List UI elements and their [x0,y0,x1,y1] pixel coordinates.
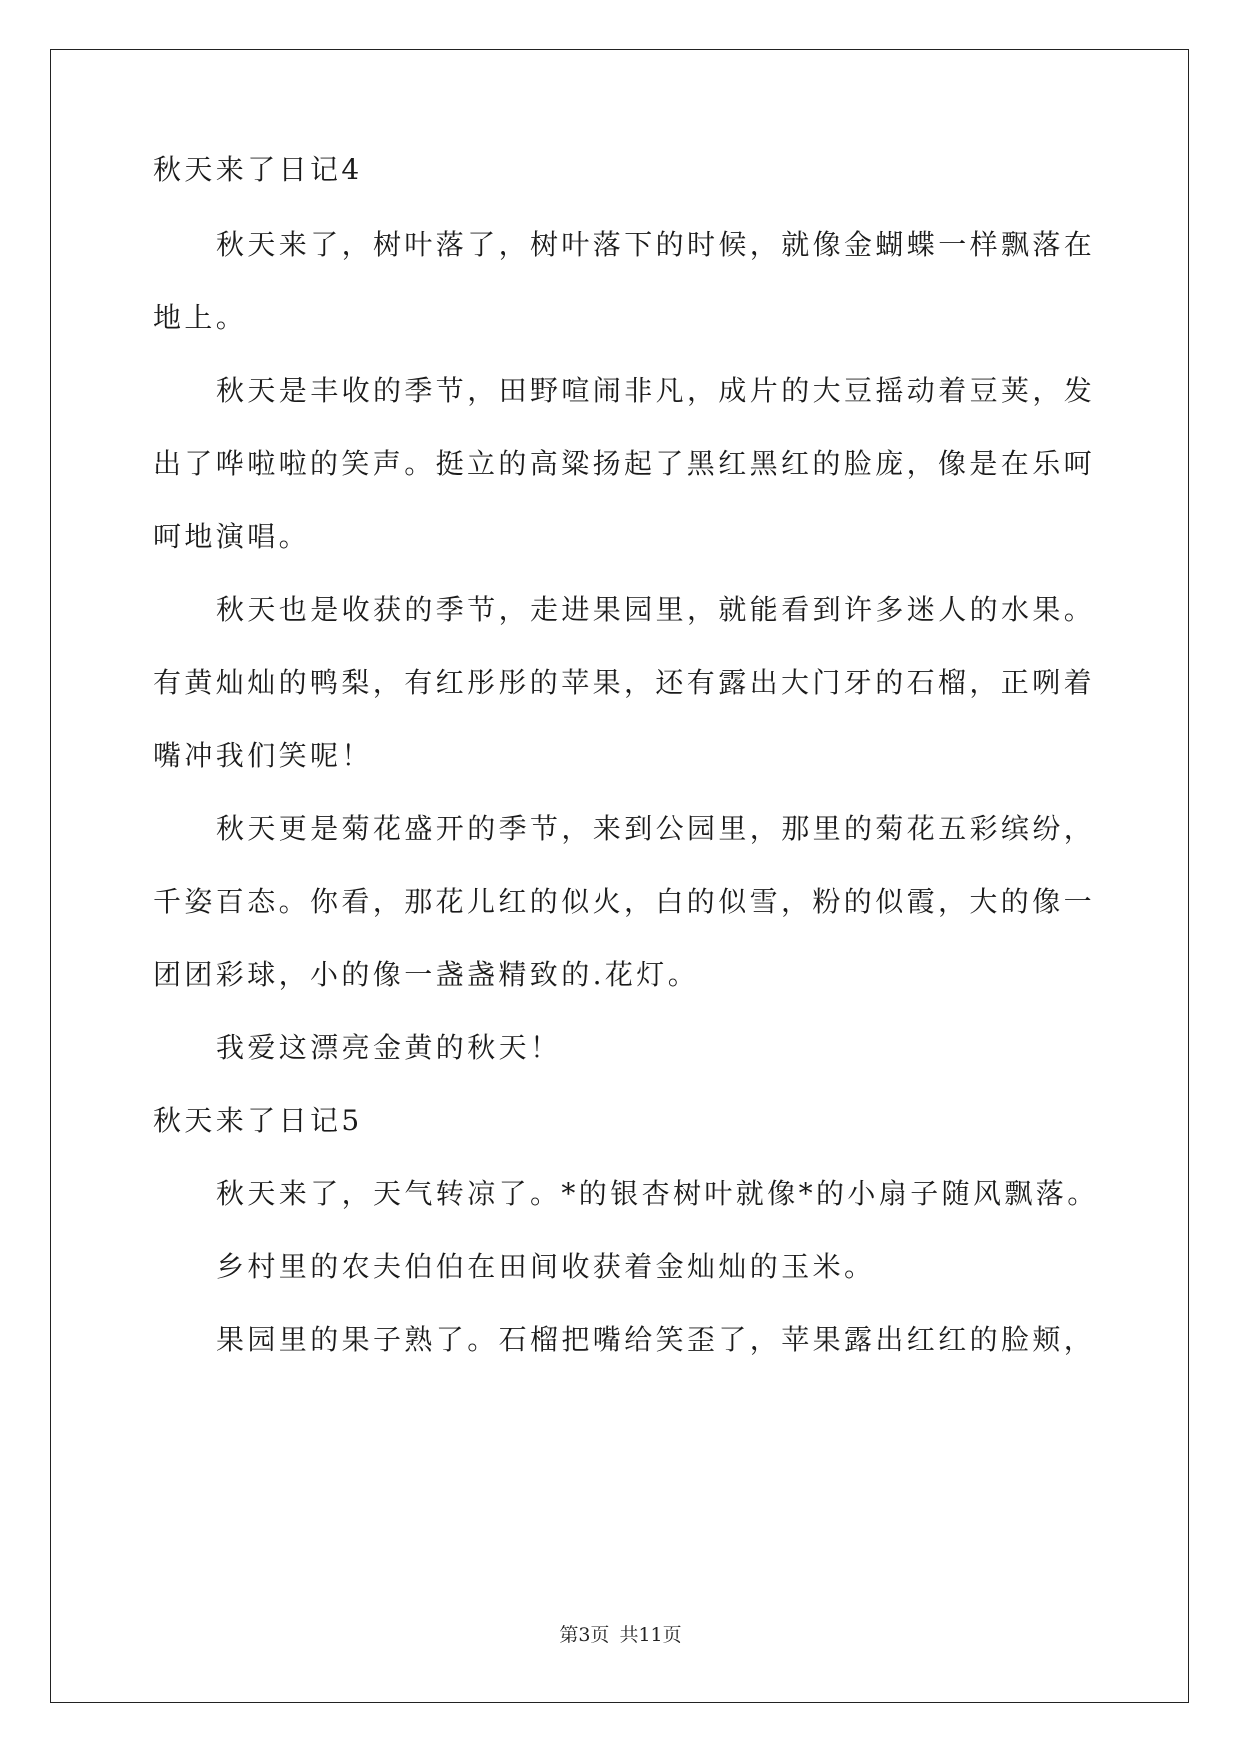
paragraph-line: 秋天也是收获的季节，走进果园里，就能看到许多迷人的水果。 [216,593,1096,626]
page-footer [0,1620,1241,1647]
paragraph-line: 秋天来了，天气转凉了。*的银杏树叶就像*的小扇子随风飘落。 [216,1177,1099,1210]
page-total: 共11页 [619,1624,682,1646]
page-number: 第3页 [559,1624,610,1646]
section-title: 秋天来了日记4 [153,153,363,186]
paragraph-line: 团团彩球，小的像一盏盏精致的.花灯。 [153,958,700,991]
paragraph-line: 出了哗啦啦的笑声。挺立的高粱扬起了黑红黑红的脸庞，像是在乐呵 [153,447,1096,480]
paragraph-line: 千姿百态。你看，那花儿红的似火，白的似雪，粉的似霞，大的像一 [153,885,1096,918]
paragraph-line: 果园里的果子熟了。石榴把嘴给笑歪了，苹果露出红红的脸颊， [216,1323,1096,1356]
paragraph-line: 我爱这漂亮金黄的秋天！ [216,1031,562,1064]
paragraph-line: 有黄灿灿的鸭梨，有红彤彤的苹果，还有露出大门牙的石榴，正咧着 [153,666,1096,699]
paragraph-line: 秋天是丰收的季节，田野喧闹非凡，成片的大豆摇动着豆荚，发 [216,374,1096,407]
paragraph-line: 秋天更是菊花盛开的季节，来到公园里，那里的菊花五彩缤纷， [216,812,1096,845]
paragraph-line: 嘴冲我们笑呢！ [153,739,373,772]
paragraph-line: 呵地演唱。 [153,520,311,553]
section-title: 秋天来了日记5 [153,1104,363,1137]
paragraph-line: 地上。 [153,301,248,334]
paragraph-line: 乡村里的农夫伯伯在田间收获着金灿灿的玉米。 [216,1250,876,1283]
paragraph-line: 秋天来了，树叶落了，树叶落下的时候，就像金蝴蝶一样飘落在 [216,228,1096,261]
